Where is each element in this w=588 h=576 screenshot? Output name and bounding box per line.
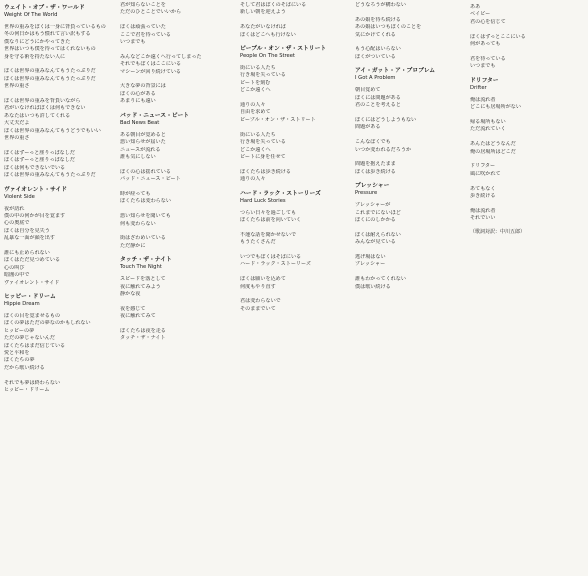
- lyrics-column-2: [120, 2, 229, 574]
- lyric-line: [4, 61, 113, 68]
- song-block: [470, 4, 579, 71]
- song-title: ドリフター: [470, 77, 499, 84]
- lyric-line: [120, 228, 229, 235]
- song-title: バッド・ニュース・ビート: [120, 112, 190, 119]
- lyric-line: [120, 76, 229, 83]
- lyric-line: ああ: [470, 4, 481, 10]
- lyric-line: [4, 143, 113, 150]
- lyric-line: そして君はぼくのそばにいる: [240, 2, 307, 8]
- lyric-line: ぼくにはどうしようもない: [355, 116, 417, 123]
- lyric-line: 何も変わらない: [120, 220, 156, 227]
- lyric-line: ハード・ラック・ストーリーズ: [240, 261, 311, 268]
- lyric-line: ぼくは自分を見失う: [4, 227, 50, 234]
- lyric-line: 誰にも止められない: [4, 249, 50, 256]
- lyric-line: どうなろうが構わない: [355, 2, 406, 8]
- lyric-line: つらい日々を過ごしても: [240, 209, 297, 216]
- lyric-line: 通りの人々: [240, 176, 266, 183]
- lyric-line: 心の叫び: [4, 264, 25, 271]
- lyric-line: ぼくは何もできないでいる: [4, 164, 66, 171]
- song-block: [4, 186, 113, 287]
- lyric-line: ここで君を待っている: [120, 31, 171, 38]
- lyric-line: いつか変われるだろうか: [355, 146, 412, 153]
- lyric-line: ぼくはずーっと座りっぱなしだ: [4, 157, 75, 164]
- song-block: [120, 112, 229, 251]
- lyrics-column-1: [4, 4, 113, 576]
- lyric-line: ぼくの夢はただの夢なのかもしれない: [4, 320, 91, 327]
- lyric-line: [120, 321, 229, 328]
- lyric-line: ヒッピー・ドリーム: [4, 387, 50, 394]
- lyric-line: ぼくたちは前を向いていく: [240, 216, 302, 223]
- lyric-line: 新しい朝を迎えよう: [240, 9, 286, 16]
- lyric-line: 行き場を失っている: [240, 139, 286, 146]
- lyric-line: 自由を求めて: [240, 109, 271, 116]
- lyric-line: ぼくたちは夜を走る: [120, 328, 166, 335]
- lyric-line: ビートを刻む: [240, 79, 271, 86]
- lyric-line: いつまでも: [120, 39, 146, 46]
- lyric-line: 心の奥底で: [4, 220, 30, 227]
- lyric-line: 世界の重みをぼくは一身に背負っているもの: [4, 24, 106, 30]
- lyric-line: ニュースが流れる: [120, 146, 161, 153]
- lyric-line: こんなぼくでも: [355, 139, 391, 146]
- lyric-line: 不運な話を聞かせないで: [240, 231, 297, 238]
- song-block: [120, 2, 229, 106]
- song-subtitle: Touch The Night: [120, 264, 162, 271]
- song-block: [240, 45, 349, 184]
- lyric-line: [240, 269, 349, 276]
- lyric-line: 大丈夫だよ: [4, 120, 30, 127]
- lyric-line: [120, 161, 229, 168]
- lyric-line: 君を待っている: [470, 55, 506, 62]
- lyric-line: [470, 200, 579, 207]
- lyric-line: ぼくはただ見つめている: [4, 257, 61, 264]
- song-title: ピープル・オン・ザ・ストリート: [240, 46, 327, 53]
- lyrics-column-4: [355, 2, 464, 574]
- lyric-line: 通りの人々: [240, 102, 266, 109]
- lyric-line: だから歌い続ける: [4, 364, 45, 371]
- lyric-line: 街にいる人たち: [240, 131, 276, 138]
- song-title: ウェイト・オブ・ザ・ワールド: [4, 5, 85, 11]
- lyric-line: 歩き続ける: [470, 192, 496, 199]
- lyric-line: [4, 91, 113, 98]
- lyric-line: [470, 178, 579, 185]
- lyric-line: ぼくたちはまだ信じている: [4, 342, 66, 349]
- lyric-line: ただ静かに: [120, 242, 146, 249]
- lyric-line: ぼくはどこへも行けない: [240, 31, 296, 38]
- lyric-line: 問題を抱えたまま: [355, 161, 396, 168]
- lyric-line: あんたはどうなんだ: [470, 141, 516, 148]
- lyric-line: スピードを落として: [120, 276, 166, 283]
- lyric-line: 俺は流れ者: [470, 207, 496, 214]
- lyric-line: ぼくは世界の重みなんてもうたっぷりだ: [4, 75, 96, 82]
- lyric-line: ぼくにのしかかる: [355, 216, 396, 223]
- lyric-line: [4, 372, 113, 379]
- lyric-line: [120, 46, 229, 53]
- lyric-line: [240, 95, 349, 102]
- lyric-line: ビートに身を任せて: [240, 153, 286, 160]
- lyric-line: ぼくの心がある: [120, 90, 156, 97]
- lyric-line: ぼくがついている: [355, 53, 396, 60]
- lyric-line: みんなどこか遠くへ行ってしまった: [120, 53, 202, 60]
- lyric-line: 静かな夜: [120, 291, 141, 297]
- lyric-line: もうたくさんだ: [240, 239, 276, 246]
- lyric-line: 僕の中の何かが目を覚ます: [4, 212, 66, 219]
- lyric-line: これまでにないほど: [355, 209, 401, 216]
- lyric-line: プレッシャー: [355, 261, 386, 268]
- lyric-line: ぼくは耐えられない: [355, 231, 401, 238]
- lyric-line: ぼくは世界の重みなんてもうたっぷりだ: [4, 172, 96, 179]
- lyric-line: 俺は流れ者: [470, 96, 496, 103]
- song-block: [355, 67, 464, 176]
- lyric-line: ぼくは頑張っていた: [120, 24, 166, 31]
- lyric-line: [470, 48, 579, 55]
- lyric-line: 街にいる人たち: [240, 65, 276, 72]
- song-block: [355, 2, 464, 61]
- lyric-line: 気にかけてくれる: [355, 31, 396, 38]
- lyric-line: 世界の重さ: [4, 83, 30, 90]
- lyric-line: 何度もやり直す: [240, 283, 276, 290]
- song-title: プレッシャー: [355, 183, 390, 190]
- lyric-line: マシーンが回り続けている: [120, 68, 182, 75]
- song-title: ヴァイオレント・サイド: [4, 186, 67, 193]
- song-title: タッチ・ザ・ナイト: [120, 257, 172, 264]
- lyric-line: あてもなく: [470, 185, 496, 192]
- lyric-line: ドリフター: [470, 163, 496, 170]
- lyric-line: 君の心を信じて: [470, 18, 506, 25]
- song-block: [470, 77, 579, 223]
- lyric-line: それでも夢は終わらない: [4, 379, 61, 386]
- lyric-line: あの娘はいつもぼくのことを: [355, 24, 422, 31]
- translation-credit: （歌詞対訳：中川五郎）: [470, 228, 526, 235]
- lyric-line: [240, 247, 349, 254]
- lyric-line: [355, 132, 464, 139]
- lyric-line: ぼくは歩き続ける: [355, 168, 396, 175]
- lyric-line: ぼくたちは歩き続ける: [240, 168, 291, 175]
- lyric-line: 乱暴な一面が顔を出す: [4, 235, 55, 242]
- lyric-line: [120, 298, 229, 305]
- song-title: アイ・ガット・ア・プロブレム: [355, 68, 436, 75]
- lyric-line: 夜に触れてみて: [120, 313, 156, 320]
- lyric-line: あの娘を待ち続ける: [355, 16, 401, 23]
- lyric-line: [120, 184, 229, 191]
- lyric-line: 何があっても: [470, 41, 501, 48]
- lyric-line: いつまでも: [470, 63, 496, 70]
- song-block: [120, 256, 229, 343]
- lyrics-column-3: [240, 2, 349, 574]
- lyric-line: みんなが見ている: [355, 239, 396, 246]
- lyric-line: ぼくの心は揺れている: [120, 168, 171, 175]
- lyric-line: ぼくは世界の重みなんてもうどうでもいい: [4, 127, 101, 134]
- lyric-line: ただ流れていく: [470, 126, 506, 133]
- lyric-line: [120, 17, 229, 24]
- lyric-line: 悪い知らせを聞いても: [120, 213, 171, 220]
- lyric-line: ぼくはずーっと座りっぱなしだ: [4, 149, 75, 156]
- lyric-line: 夜に触れてみよう: [120, 283, 161, 290]
- lyric-line: それでいい: [470, 215, 496, 222]
- lyric-line: 世界はいつも僕を待ってはくれないもの: [4, 46, 96, 53]
- lyric-line: 街はざわめいている: [120, 235, 166, 242]
- lyric-line: 帰る場所もない: [470, 118, 506, 125]
- lyric-line: [470, 134, 579, 141]
- lyric-line: 僕なりにどうにかやってきた: [4, 38, 71, 45]
- lyric-line: 夜が訪れ: [4, 205, 25, 212]
- lyric-line: 悪い知らせが届いた: [120, 139, 166, 146]
- lyric-line: 君が知らないことを: [120, 2, 166, 8]
- lyric-line: あまりにも遠い: [120, 98, 156, 105]
- lyric-line: プレッシャーが: [355, 202, 391, 209]
- lyric-line: [240, 17, 349, 24]
- lyric-line: 冬の何日かはもう慣れて言い訳もする: [4, 31, 91, 38]
- lyric-line: 問題がある: [355, 124, 381, 131]
- lyric-line: [240, 291, 349, 298]
- lyric-line: [4, 243, 113, 250]
- song-subtitle: Drifter: [470, 84, 487, 91]
- lyric-line: そのままでいて: [240, 305, 276, 312]
- lyric-line: それでもぼくはここにいる: [120, 61, 182, 68]
- lyric-line: バッド・ニュース・ビート: [120, 176, 181, 183]
- lyric-line: どこか遠くへ: [240, 87, 271, 94]
- lyric-line: [355, 9, 464, 16]
- lyric-line: ぼくたちの夢: [4, 357, 35, 364]
- lyric-line: 誰もわかってくれない: [355, 276, 406, 283]
- song-title: ヒッピー・ドリーム: [4, 294, 56, 300]
- lyric-line: [240, 224, 349, 231]
- song-block: [4, 4, 113, 180]
- lyric-line: [120, 206, 229, 213]
- lyric-line: 暗闇の中で: [4, 272, 30, 279]
- lyric-line: いつでもぼくはそばにいる: [240, 253, 302, 260]
- song-block: [240, 2, 349, 39]
- song-subtitle: I Got A Problem: [355, 75, 396, 82]
- lyric-line: 行き場を失っている: [240, 72, 286, 79]
- lyric-line: タッチ・ザ・ナイト: [120, 335, 166, 342]
- lyric-line: あなたはいつも許してくれる: [4, 112, 71, 119]
- lyric-line: 大きな夢の背景には: [120, 83, 166, 90]
- lyric-line: ある朝目が覚めると: [120, 131, 166, 138]
- lyric-line: 君は変わらないで: [240, 298, 281, 305]
- lyric-line: 君がいなければぼくは何もできない: [4, 105, 86, 112]
- lyric-line: ただの夢じゃないんだ: [4, 335, 55, 342]
- lyric-line: ぼくは願いを込めて: [240, 276, 286, 283]
- lyric-line: 逃げ場はない: [355, 253, 386, 260]
- lyric-line: ぼくは世界の重みを背負いながら: [4, 98, 81, 105]
- lyric-line: ぼくには問題がある: [355, 94, 401, 101]
- song-subtitle: Weight Of The World: [4, 12, 58, 18]
- lyric-line: ピープル・オン・ザ・ストリート: [240, 116, 316, 123]
- lyrics-column-5: [470, 4, 579, 576]
- lyric-line: ぼくの目を覚ませるもの: [4, 313, 61, 319]
- lyric-line: [470, 156, 579, 163]
- song-title: ハード・ラック・ストーリーズ: [240, 190, 321, 197]
- lyric-line: あなたがいなければ: [240, 24, 286, 31]
- song-subtitle: Violent Side: [4, 193, 35, 200]
- lyric-line: どこか遠くへ: [240, 146, 271, 153]
- lyric-line: 風に吹かれて: [470, 170, 501, 177]
- lyric-line: ただのひとことでいいから: [120, 9, 182, 16]
- lyric-line: [355, 154, 464, 161]
- song-block: [355, 182, 464, 291]
- lyric-line: ぼくたちは変わらない: [120, 198, 171, 205]
- lyric-line: 世界の重さ: [4, 135, 30, 142]
- lyric-line: もう心配はいらない: [355, 46, 401, 53]
- song-subtitle: Hippie Dream: [4, 301, 40, 307]
- lyric-line: どこにも居場所がない: [470, 104, 521, 111]
- lyric-line: [470, 26, 579, 33]
- lyric-line: 僕は歌い続ける: [355, 283, 391, 290]
- lyric-line: 俺の居場所はどこだ: [470, 148, 516, 155]
- lyric-line: [240, 161, 349, 168]
- song-subtitle: Bad News Beat: [120, 119, 160, 126]
- lyric-line: 時が経っても: [120, 190, 151, 197]
- song-block: [4, 293, 113, 394]
- song-subtitle: People On The Street: [240, 53, 295, 60]
- lyric-line: 朝目覚めて: [355, 87, 381, 94]
- lyric-line: ぼくはずっとここにいる: [470, 33, 526, 40]
- lyric-line: ベイビー: [470, 11, 491, 18]
- lyric-line: [355, 269, 464, 276]
- lyric-line: ヒッピーの夢: [4, 327, 35, 334]
- song-subtitle: Hard Luck Stories: [240, 197, 286, 204]
- song-block: [240, 190, 349, 314]
- lyric-line: [240, 124, 349, 131]
- lyric-line: [355, 109, 464, 116]
- lyric-line: ヴァイオレント・サイド: [4, 279, 60, 286]
- lyric-line: [470, 111, 579, 118]
- lyric-line: ぼくは世界の重みなんてもうたっぷりだ: [4, 68, 96, 75]
- lyric-line: [355, 39, 464, 46]
- lyric-line: 誰も気にしない: [120, 153, 156, 160]
- lyric-line: 夜を感じて: [120, 305, 146, 312]
- lyric-line: 君のことを考えると: [355, 102, 401, 109]
- song-subtitle: Pressure: [355, 190, 378, 197]
- lyric-line: 愛と平和を: [4, 350, 30, 357]
- lyric-line: [355, 247, 464, 254]
- lyric-line: 身を守る術を持たない人に: [4, 53, 66, 60]
- lyric-line: [355, 224, 464, 231]
